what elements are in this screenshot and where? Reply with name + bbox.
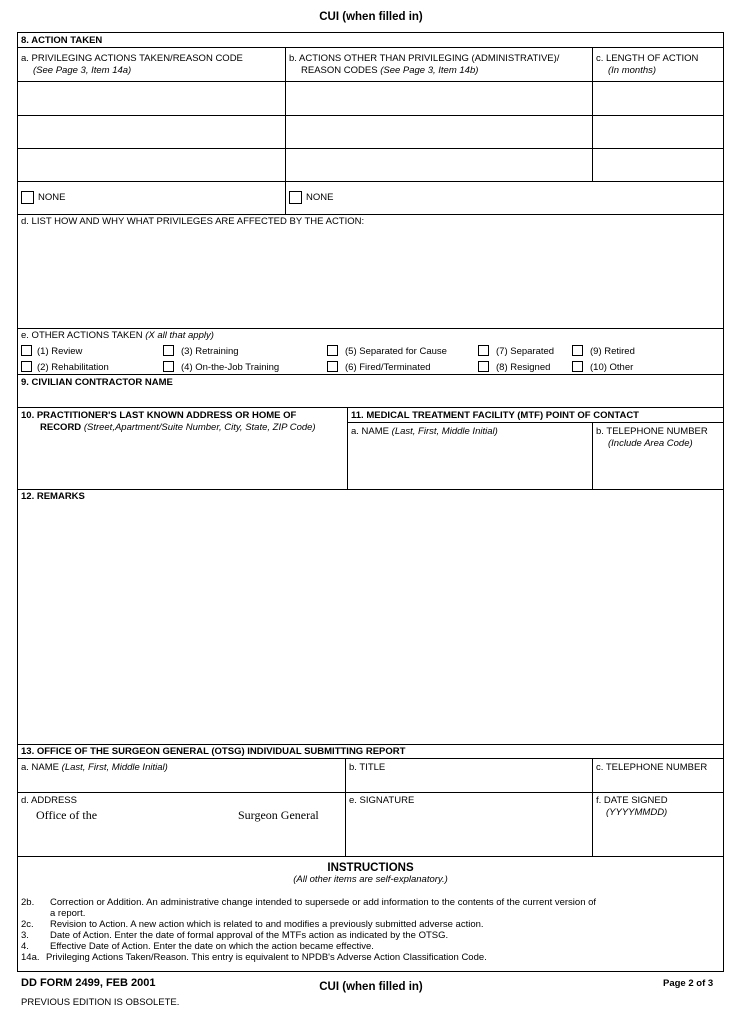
sec13-title: 13. OFFICE OF THE SURGEON GENERAL (OTSG) INDIVIDUAL SUBMITTING REPORT (21, 746, 406, 757)
sec8d-label: d. LIST HOW AND WHY WHAT PRIVILEGES ARE AFFECTED BY THE ACTION: (21, 216, 365, 227)
option-5-label: (5) Separated for Cause (345, 346, 447, 357)
sec8e-label: e. OTHER ACTIONS TAKEN (X all that apply) (21, 330, 214, 341)
mtf-contact-phone-input[interactable] (593, 452, 723, 488)
sec8a-label: a. PRIVILEGING ACTIONS TAKEN/REASON CODE (21, 53, 243, 64)
sec8e-sub: (X all that apply) (145, 330, 214, 341)
sec8a-sub: (See Page 3, Item 14a) (33, 65, 132, 76)
sec10-title: 10. PRACTITIONER'S LAST KNOWN ADDRESS OR HOME OF (21, 410, 297, 421)
sec9-title: 9. CIVILIAN CONTRACTOR NAME (21, 377, 173, 388)
option-6-label: (6) Fired/Terminated (345, 362, 431, 373)
instr-2b-num: 2b. (21, 897, 35, 908)
instr-2b-text2: a report. (50, 908, 86, 919)
instr-14a-num: 14a. (21, 952, 40, 963)
none-b-checkbox[interactable] (289, 191, 302, 204)
option-5-checkbox[interactable] (327, 345, 338, 356)
sec8c-row3-input[interactable] (593, 149, 723, 180)
sec11a-sub: (Last, First, Middle Initial) (391, 426, 498, 437)
none-a-label: NONE (38, 192, 66, 203)
sec8d-input[interactable] (18, 230, 723, 326)
option-8-label: (8) Resigned (496, 362, 551, 373)
option-6-checkbox[interactable] (327, 361, 338, 372)
cui-footer: CUI (when filled in) (319, 981, 423, 993)
sec8-title: 8. ACTION TAKEN (21, 35, 103, 46)
instructions-sub: (All other items are self-explanatory.) (293, 874, 448, 885)
option-3-checkbox[interactable] (163, 345, 174, 356)
otsg-title-input[interactable] (346, 775, 591, 791)
sec11-title: 11. MEDICAL TREATMENT FACILITY (MTF) POINT OF CONTACT (351, 410, 639, 421)
instr-3-num: 3. (21, 930, 29, 941)
sec10-title2: RECORD (Street,Apartment/Suite Number, City, State, ZIP Code) (40, 422, 316, 433)
option-3-label: (3) Retraining (181, 346, 239, 357)
sec11b-sub: (Include Area Code) (608, 438, 693, 449)
sec13e-label: e. SIGNATURE (349, 795, 415, 806)
edition-note: PREVIOUS EDITION IS OBSOLETE. (21, 997, 180, 1008)
option-1-checkbox[interactable] (21, 345, 32, 356)
sec8b-label2: REASON CODES (See Page 3, Item 14b) (301, 65, 479, 76)
option-7-checkbox[interactable] (478, 345, 489, 356)
sec8a-row3-input[interactable] (18, 149, 284, 180)
instructions-title: INSTRUCTIONS (327, 862, 414, 874)
sec8c-label: c. LENGTH OF ACTION (596, 53, 699, 64)
otsg-name-input[interactable] (18, 775, 344, 791)
sec13a-label: a. NAME (Last, First, Middle Initial) (21, 762, 168, 773)
remarks-input[interactable] (18, 504, 723, 742)
option-4-checkbox[interactable] (163, 361, 174, 372)
instr-4-num: 4. (21, 941, 29, 952)
sec12-title: 12. REMARKS (21, 491, 85, 502)
option-2-label: (2) Rehabilitation (37, 362, 109, 373)
option-9-label: (9) Retired (590, 346, 635, 357)
sec13f-label: f. DATE SIGNED (596, 795, 668, 806)
option-9-checkbox[interactable] (572, 345, 583, 356)
sec11b-label: b. TELEPHONE NUMBER (596, 426, 708, 437)
sec8c-row2-input[interactable] (593, 116, 723, 147)
sec8c-sub: (In months) (608, 65, 657, 76)
sec10-sub: (Street,Apartment/Suite Number, City, State, ZIP Code) (83, 422, 316, 433)
option-2-checkbox[interactable] (21, 361, 32, 372)
instr-4-text: Effective Date of Action. Enter the date on which the action became effective. (50, 941, 374, 952)
sec13c-label: c. TELEPHONE NUMBER (596, 762, 708, 773)
cui-header: CUI (when filled in) (319, 11, 423, 23)
otsg-phone-input[interactable] (593, 775, 723, 791)
mtf-contact-name-input[interactable] (348, 440, 591, 488)
sec13b-label: b. TITLE (349, 762, 386, 773)
otsg-address-line1: Office of the (36, 808, 98, 822)
otsg-signature-input[interactable] (346, 808, 591, 855)
none-a-checkbox[interactable] (21, 191, 34, 204)
date-signed-input[interactable] (593, 820, 723, 855)
instr-2b-text: Correction or Addition. An administrative change intended to supersede or add information to the contents of the current version of (50, 897, 597, 908)
option-10-label: (10) Other (590, 362, 634, 373)
option-8-checkbox[interactable] (478, 361, 489, 372)
sec8b-row2-input[interactable] (286, 116, 591, 147)
sec13d-label: d. ADDRESS (21, 795, 77, 806)
instr-14a-text: Privileging Actions Taken/Reason. This entry is equivalent to NPDB's Adverse Action Classification Code. (46, 952, 487, 963)
otsg-address-line2: Surgeon General (238, 808, 319, 822)
option-4-label: (4) On-the-Job Training (181, 362, 280, 373)
option-7-label: (7) Separated (496, 346, 555, 357)
sec8b-row3-input[interactable] (286, 149, 591, 180)
practitioner-address-input[interactable] (18, 436, 346, 488)
sec8b-row1-input[interactable] (286, 82, 591, 114)
form-number: DD FORM 2499, FEB 2001 (21, 977, 156, 989)
none-b-label: NONE (306, 192, 334, 203)
sec8a-row2-input[interactable] (18, 116, 284, 147)
instr-2c-text: Revision to Action. A new action which is related to and modifies a previously submitted adverse action. (50, 919, 484, 930)
sec8a-row1-input[interactable] (18, 82, 284, 114)
sec8b-sub: (See Page 3, Item 14b) (380, 65, 479, 76)
sec13f-sub: (YYYYMMDD) (606, 807, 668, 818)
sec8b-label: b. ACTIONS OTHER THAN PRIVILEGING (ADMINISTRATIVE)/ (289, 53, 560, 64)
instr-3-text: Date of Action. Enter the date of formal approval of the MTFs action as indicated by the OTSG. (50, 930, 449, 941)
option-1-label: (1) Review (37, 346, 83, 357)
sec8c-row1-input[interactable] (593, 82, 723, 114)
sec11a-label: a. NAME (Last, First, Middle Initial) (351, 426, 498, 437)
sec13a-sub: (Last, First, Middle Initial) (61, 762, 168, 773)
contractor-name-input[interactable] (18, 390, 723, 406)
page-number: Page 2 of 3 (663, 978, 714, 989)
instr-2c-num: 2c. (21, 919, 34, 930)
option-10-checkbox[interactable] (572, 361, 583, 372)
